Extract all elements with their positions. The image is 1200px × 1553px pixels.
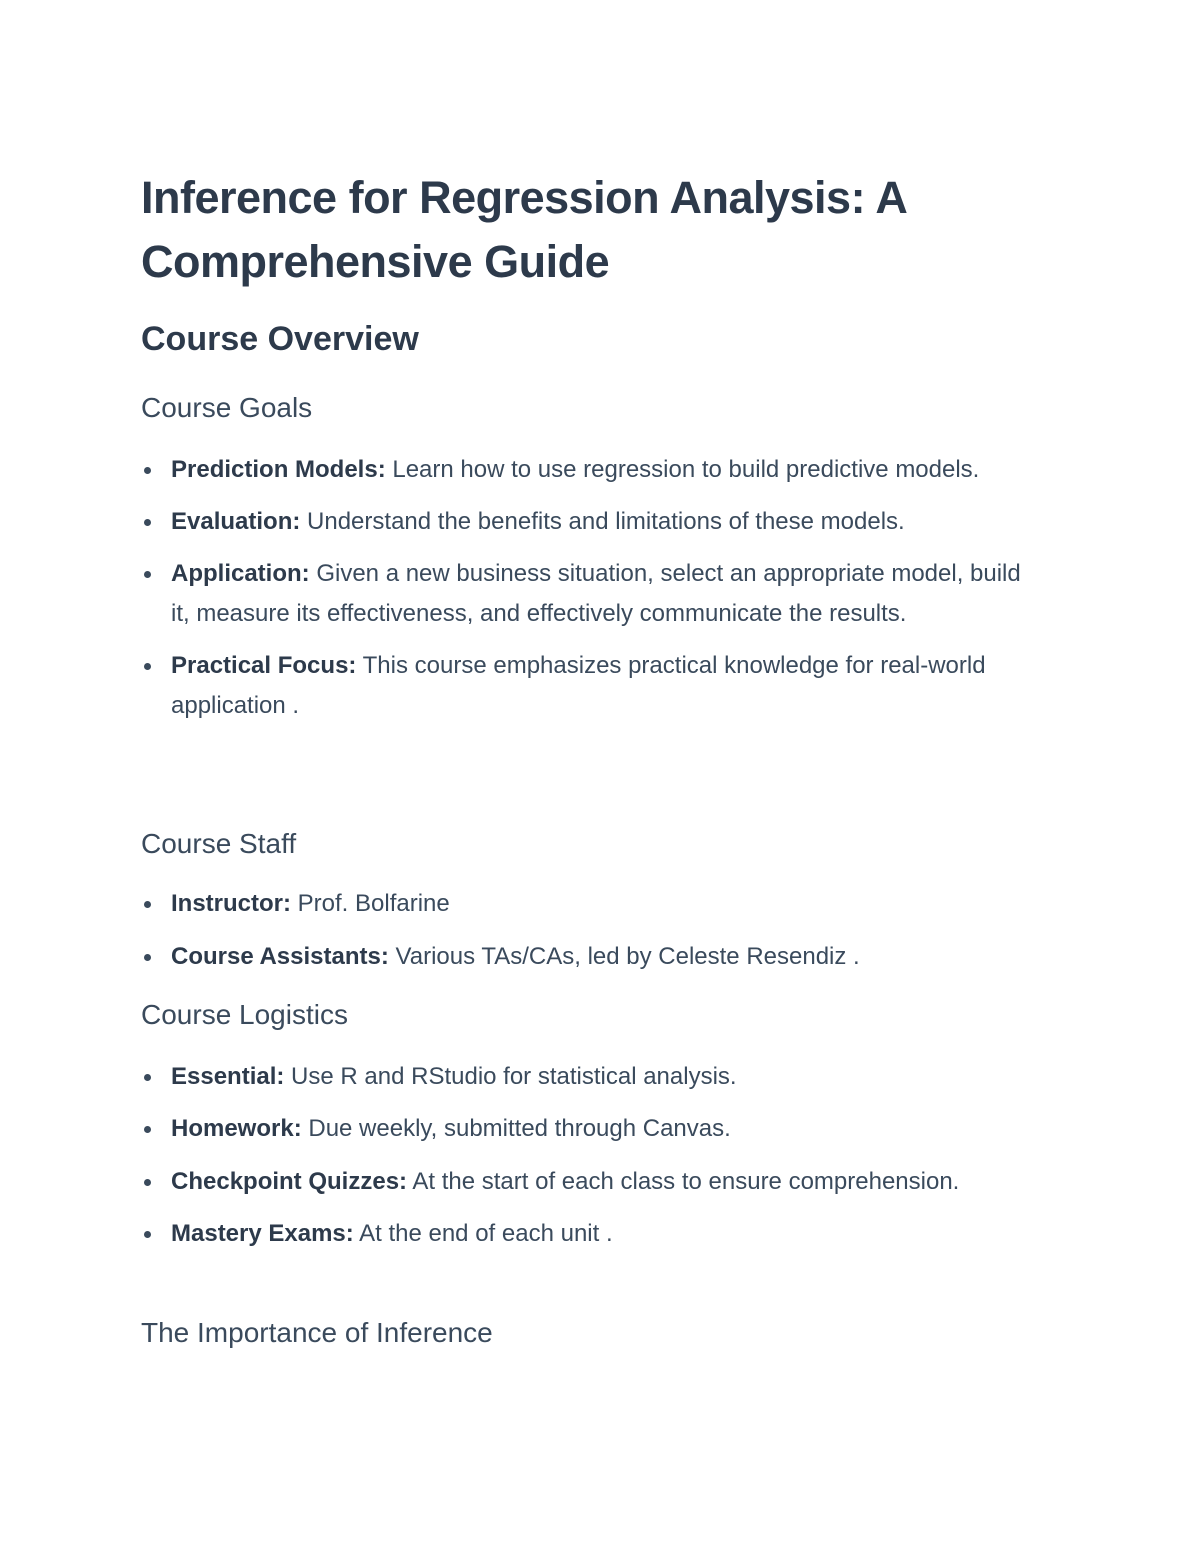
list-item-term: Mastery Exams: xyxy=(171,1220,354,1247)
list-item-text: Various TAs/CAs, led by Celeste Resendiz . xyxy=(388,943,860,970)
list-item-term: Instructor: xyxy=(171,890,291,917)
list-item-text: At the end of each unit . xyxy=(353,1220,613,1247)
list-item-term: Evaluation: xyxy=(171,508,301,535)
list-item xyxy=(141,502,1046,542)
list-item xyxy=(141,554,1046,634)
list-item xyxy=(141,450,1046,490)
list-item xyxy=(141,1109,1046,1149)
list-item-text: Given a new business situation, select an appropriate model, build it, measure its effectiveness, and effectively communicate the results. xyxy=(171,560,1021,627)
list-item-text: Use R and RStudio for statistical analysis. xyxy=(284,1063,737,1090)
list-item-term: Checkpoint Quizzes: xyxy=(171,1168,408,1195)
list-item-term: Practical Focus: xyxy=(171,652,357,679)
subheading-importance-of-inference: The Importance of Inference xyxy=(141,1317,493,1348)
list-item xyxy=(141,1162,1046,1202)
subheading-course-goals: Course Goals xyxy=(141,392,313,423)
subheading-course-logistics: Course Logistics xyxy=(141,999,348,1030)
list-item-text: Learn how to use regression to build predictive models. xyxy=(385,456,980,483)
list-item-term: Prediction Models: xyxy=(171,456,386,483)
course-logistics-list xyxy=(141,1057,1046,1254)
list-item-term: Homework: xyxy=(171,1115,302,1142)
list-item-term: Course Assistants: xyxy=(171,943,389,970)
list-item xyxy=(141,1214,1046,1254)
list-item-text: Prof. Bolfarine xyxy=(291,890,450,917)
list-item xyxy=(141,937,1046,977)
document-title: Inference for Regression Analysis: A Comprehensive Guide xyxy=(141,172,906,287)
section-heading-course-overview: Course Overview xyxy=(141,320,419,358)
list-item-text: Understand the benefits and limitations of these models. xyxy=(300,508,905,535)
list-item-text: This course emphasizes practical knowledge for real-world application . xyxy=(171,652,986,719)
list-item-text: At the start of each class to ensure comprehension. xyxy=(407,1168,960,1195)
list-item xyxy=(141,646,1046,726)
list-item-term: Application: xyxy=(171,560,310,587)
course-staff-list xyxy=(141,884,1046,977)
course-goals-list xyxy=(141,450,1046,726)
list-item xyxy=(141,1057,1046,1097)
list-item-text: Due weekly, submitted through Canvas. xyxy=(301,1115,731,1142)
list-item-term: Essential: xyxy=(171,1063,285,1090)
subheading-course-staff: Course Staff xyxy=(141,828,297,859)
list-item xyxy=(141,884,1046,924)
